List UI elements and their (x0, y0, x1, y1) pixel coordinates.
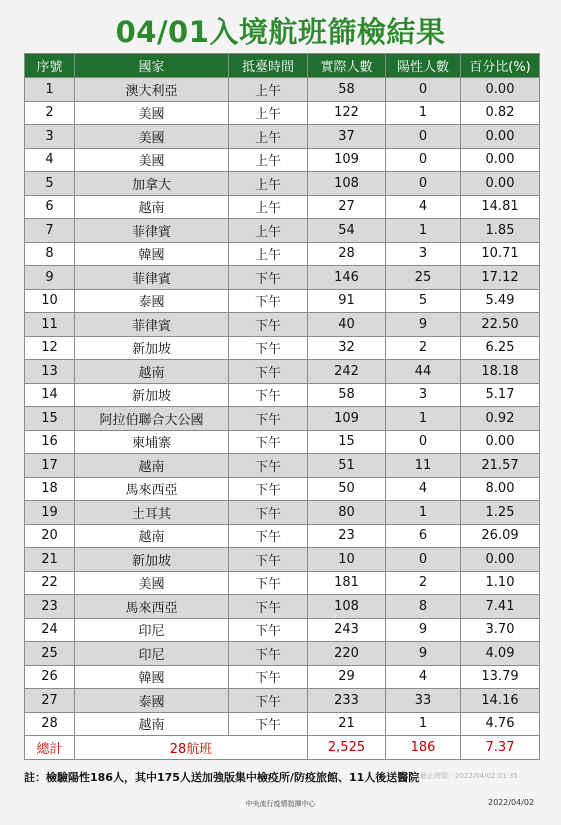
table-row (25, 712, 540, 736)
cell-country: 馬來西亞 (75, 595, 229, 619)
cell-actual-count: 54 (308, 219, 386, 243)
cell-positive-count: 0 (386, 78, 461, 102)
total-flights: 28航班 (75, 736, 308, 760)
cell-percent: 26.09 (461, 524, 540, 548)
table-row (25, 360, 540, 384)
cell-index: 20 (25, 524, 75, 548)
cell-positive-count: 9 (386, 618, 461, 642)
cell-actual-count: 28 (308, 242, 386, 266)
cutoff-time: 截止時間：2022/04/02 01:35 (420, 772, 518, 780)
table-row (25, 477, 540, 501)
cell-positive-count: 3 (386, 383, 461, 407)
cell-arrival-time: 上午 (229, 125, 308, 149)
table-row (25, 289, 540, 313)
cell-actual-count: 109 (308, 407, 386, 431)
footer-date: 2022/04/02 (488, 798, 535, 807)
cell-arrival-time: 下午 (229, 313, 308, 337)
table-row (25, 642, 540, 666)
cell-country: 菲律賓 (75, 313, 229, 337)
cell-country: 泰國 (75, 289, 229, 313)
cell-country: 馬來西亞 (75, 477, 229, 501)
cell-actual-count: 108 (308, 172, 386, 196)
cell-actual-count: 32 (308, 336, 386, 360)
cell-positive-count: 1 (386, 407, 461, 431)
cell-positive-count: 1 (386, 219, 461, 243)
header-actual-count: 實際人數 (308, 54, 386, 78)
cell-index: 5 (25, 172, 75, 196)
cell-arrival-time: 上午 (229, 242, 308, 266)
cell-positive-count: 1 (386, 101, 461, 125)
cell-actual-count: 146 (308, 266, 386, 290)
cell-country: 新加坡 (75, 336, 229, 360)
cell-country: 新加坡 (75, 548, 229, 572)
cell-percent: 22.50 (461, 313, 540, 337)
cell-index: 3 (25, 125, 75, 149)
cell-country: 美國 (75, 571, 229, 595)
table-row (25, 383, 540, 407)
cell-positive-count: 2 (386, 571, 461, 595)
table-row (25, 242, 540, 266)
table-row (25, 172, 540, 196)
cell-arrival-time: 上午 (229, 78, 308, 102)
cell-percent: 0.00 (461, 172, 540, 196)
cell-index: 13 (25, 360, 75, 384)
cell-actual-count: 50 (308, 477, 386, 501)
cell-country: 菲律賓 (75, 219, 229, 243)
cell-actual-count: 58 (308, 78, 386, 102)
cell-percent: 6.25 (461, 336, 540, 360)
cell-index: 25 (25, 642, 75, 666)
table-row (25, 571, 540, 595)
cell-index: 12 (25, 336, 75, 360)
cell-arrival-time: 下午 (229, 642, 308, 666)
table-row (25, 689, 540, 713)
table-row (25, 430, 540, 454)
cell-country: 阿拉伯聯合大公國 (75, 407, 229, 431)
cell-positive-count: 9 (386, 313, 461, 337)
cell-arrival-time: 下午 (229, 360, 308, 384)
cell-arrival-time: 上午 (229, 195, 308, 219)
table-row (25, 336, 540, 360)
cell-arrival-time: 下午 (229, 595, 308, 619)
cell-index: 17 (25, 454, 75, 478)
cell-arrival-time: 下午 (229, 336, 308, 360)
cell-index: 9 (25, 266, 75, 290)
cell-percent: 21.57 (461, 454, 540, 478)
cell-actual-count: 80 (308, 501, 386, 525)
cell-percent: 0.00 (461, 125, 540, 149)
cell-index: 16 (25, 430, 75, 454)
table-row (25, 454, 540, 478)
cell-percent: 13.79 (461, 665, 540, 689)
cell-percent: 10.71 (461, 242, 540, 266)
cell-country: 越南 (75, 195, 229, 219)
cell-actual-count: 233 (308, 689, 386, 713)
cell-positive-count: 1 (386, 712, 461, 736)
cell-percent: 14.81 (461, 195, 540, 219)
cell-positive-count: 4 (386, 477, 461, 501)
cell-actual-count: 220 (308, 642, 386, 666)
cell-positive-count: 1 (386, 501, 461, 525)
cell-actual-count: 21 (308, 712, 386, 736)
cell-positive-count: 0 (386, 430, 461, 454)
cell-arrival-time: 下午 (229, 571, 308, 595)
cell-country: 加拿大 (75, 172, 229, 196)
cell-index: 19 (25, 501, 75, 525)
table-row (25, 101, 540, 125)
screening-results-table (24, 53, 540, 760)
cell-positive-count: 33 (386, 689, 461, 713)
cell-percent: 0.82 (461, 101, 540, 125)
cell-percent: 14.16 (461, 689, 540, 713)
cell-arrival-time: 下午 (229, 712, 308, 736)
cell-percent: 0.92 (461, 407, 540, 431)
cell-positive-count: 0 (386, 148, 461, 172)
table-row (25, 595, 540, 619)
cell-arrival-time: 下午 (229, 548, 308, 572)
cell-actual-count: 15 (308, 430, 386, 454)
table-row (25, 219, 540, 243)
cell-positive-count: 0 (386, 548, 461, 572)
cell-arrival-time: 上午 (229, 219, 308, 243)
cell-percent: 1.25 (461, 501, 540, 525)
cell-positive-count: 9 (386, 642, 461, 666)
total-row (25, 736, 540, 760)
table-row (25, 78, 540, 102)
cell-positive-count: 4 (386, 195, 461, 219)
cell-arrival-time: 下午 (229, 383, 308, 407)
cell-index: 14 (25, 383, 75, 407)
cell-country: 新加坡 (75, 383, 229, 407)
cell-actual-count: 91 (308, 289, 386, 313)
cell-index: 2 (25, 101, 75, 125)
cell-actual-count: 40 (308, 313, 386, 337)
cell-actual-count: 27 (308, 195, 386, 219)
cell-percent: 0.00 (461, 548, 540, 572)
cell-percent: 5.49 (461, 289, 540, 313)
table-row (25, 548, 540, 572)
cell-index: 24 (25, 618, 75, 642)
cell-index: 1 (25, 78, 75, 102)
cell-country: 菲律賓 (75, 266, 229, 290)
cell-positive-count: 0 (386, 125, 461, 149)
page-title: 04/01入境航班篩檢結果 (115, 15, 446, 49)
cell-percent: 1.10 (461, 571, 540, 595)
cell-positive-count: 3 (386, 242, 461, 266)
cell-percent: 7.41 (461, 595, 540, 619)
cell-country: 印尼 (75, 618, 229, 642)
cell-index: 18 (25, 477, 75, 501)
cell-index: 15 (25, 407, 75, 431)
cell-actual-count: 58 (308, 383, 386, 407)
cell-positive-count: 2 (386, 336, 461, 360)
cell-arrival-time: 下午 (229, 407, 308, 431)
cell-arrival-time: 下午 (229, 266, 308, 290)
cell-percent: 4.76 (461, 712, 540, 736)
cell-arrival-time: 下午 (229, 665, 308, 689)
cell-index: 7 (25, 219, 75, 243)
cell-actual-count: 37 (308, 125, 386, 149)
header-positive-count: 陽性人數 (386, 54, 461, 78)
cell-actual-count: 122 (308, 101, 386, 125)
cell-positive-count: 4 (386, 665, 461, 689)
cell-percent: 3.70 (461, 618, 540, 642)
cell-country: 土耳其 (75, 501, 229, 525)
cell-positive-count: 44 (386, 360, 461, 384)
cell-arrival-time: 下午 (229, 477, 308, 501)
table-row (25, 665, 540, 689)
cell-country: 韓國 (75, 665, 229, 689)
cell-percent: 5.17 (461, 383, 540, 407)
cell-country: 柬埔寨 (75, 430, 229, 454)
cell-country: 越南 (75, 360, 229, 384)
cell-percent: 17.12 (461, 266, 540, 290)
cell-index: 4 (25, 148, 75, 172)
cell-actual-count: 242 (308, 360, 386, 384)
total-percent: 7.37 (461, 736, 540, 760)
header-country: 國家 (75, 54, 229, 78)
footnote: 註：檢驗陽性186人，其中175人送加強版集中檢疫所/防疫旅館、11人後送醫院 (24, 771, 420, 784)
cell-country: 美國 (75, 125, 229, 149)
table-row (25, 407, 540, 431)
cell-actual-count: 29 (308, 665, 386, 689)
cell-positive-count: 0 (386, 172, 461, 196)
cell-positive-count: 11 (386, 454, 461, 478)
table-row (25, 524, 540, 548)
cell-actual-count: 23 (308, 524, 386, 548)
footer-source: 中央流行疫情指揮中心 (245, 800, 316, 808)
cell-country: 澳大利亞 (75, 78, 229, 102)
cell-country: 越南 (75, 454, 229, 478)
cell-index: 21 (25, 548, 75, 572)
cell-percent: 18.18 (461, 360, 540, 384)
cell-index: 6 (25, 195, 75, 219)
cell-country: 越南 (75, 712, 229, 736)
table-row (25, 501, 540, 525)
table-row (25, 313, 540, 337)
table-row (25, 195, 540, 219)
cell-positive-count: 8 (386, 595, 461, 619)
cell-arrival-time: 下午 (229, 430, 308, 454)
table-row (25, 148, 540, 172)
cell-positive-count: 5 (386, 289, 461, 313)
cell-arrival-time: 下午 (229, 524, 308, 548)
cell-arrival-time: 下午 (229, 454, 308, 478)
cell-country: 泰國 (75, 689, 229, 713)
cell-positive-count: 25 (386, 266, 461, 290)
cell-arrival-time: 下午 (229, 618, 308, 642)
table-row (25, 125, 540, 149)
cell-index: 11 (25, 313, 75, 337)
table-row (25, 618, 540, 642)
cell-arrival-time: 下午 (229, 289, 308, 313)
cell-percent: 0.00 (461, 430, 540, 454)
cell-percent: 1.85 (461, 219, 540, 243)
cell-index: 26 (25, 665, 75, 689)
table-row (25, 266, 540, 290)
cell-index: 28 (25, 712, 75, 736)
cell-actual-count: 243 (308, 618, 386, 642)
cell-percent: 8.00 (461, 477, 540, 501)
total-actual: 2,525 (308, 736, 386, 760)
header-arrival-time: 抵臺時間 (229, 54, 308, 78)
cell-country: 印尼 (75, 642, 229, 666)
cell-arrival-time: 下午 (229, 501, 308, 525)
total-positive: 186 (386, 736, 461, 760)
cell-index: 22 (25, 571, 75, 595)
cell-actual-count: 108 (308, 595, 386, 619)
cell-actual-count: 109 (308, 148, 386, 172)
cell-percent: 0.00 (461, 148, 540, 172)
cell-arrival-time: 下午 (229, 689, 308, 713)
cell-percent: 4.09 (461, 642, 540, 666)
cell-arrival-time: 上午 (229, 101, 308, 125)
cell-actual-count: 181 (308, 571, 386, 595)
cell-country: 美國 (75, 101, 229, 125)
cell-index: 8 (25, 242, 75, 266)
header-percent: 百分比(%) (461, 54, 540, 78)
table-header-row (25, 54, 540, 78)
cell-actual-count: 51 (308, 454, 386, 478)
cell-arrival-time: 上午 (229, 148, 308, 172)
cell-country: 美國 (75, 148, 229, 172)
cell-index: 23 (25, 595, 75, 619)
total-label: 總計 (25, 736, 75, 760)
cell-index: 10 (25, 289, 75, 313)
cell-country: 越南 (75, 524, 229, 548)
cell-percent: 0.00 (461, 78, 540, 102)
cell-arrival-time: 上午 (229, 172, 308, 196)
cell-country: 韓國 (75, 242, 229, 266)
cell-index: 27 (25, 689, 75, 713)
cell-positive-count: 6 (386, 524, 461, 548)
cell-actual-count: 10 (308, 548, 386, 572)
header-index: 序號 (25, 54, 75, 78)
